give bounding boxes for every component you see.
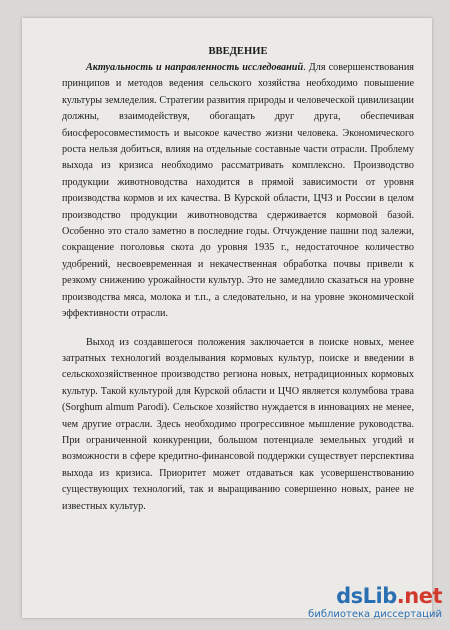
- watermark-tagline: библиотека диссертаций: [308, 609, 442, 620]
- page-title: ВВЕДЕНИЕ: [208, 46, 268, 57]
- document-body: [62, 44, 414, 515]
- paragraph-1-text: . Для совершенствования принципов и методов ведения сельского хозяйства необходимо повышение культуры земледелия. Стратегии развития природы и человеческой цивилизации должны, взаимодействуя, обогащать друг друга, обеспечивая биосферосовместимость и высокое качество жизни человека. Экономического роста нельзя добиться, влияя на отдельные составные части отрасли. Проблему выхода из кризиса необходимо рассматривать комплексно. Производство продукции животноводства находится в прямой зависимости от уровня производства кормов и их качества. В Курской области, ЦЧЗ и России в целом производство продукции животноводства сдерживается кормовой базой. Особенно это стало заметно в последние годы. Отчуждение пашни под залежи, сокращение поголовья скота до уровня 1935 г., недостаточное количество удобрений, несвоевременная и некачественная обработка почвы привели к резкому снижению урожайности культур. Это не замедлило сказаться на уровне производства мяса, молока и т.п., а следовательно, и на уровне экономической эффективности отрасли.: [62, 62, 414, 320]
- section-subheading: Актуальность и направленность исследований: [86, 62, 304, 73]
- watermark-brand: dsLib: [336, 584, 397, 608]
- paragraph-2: Выход из создавшегося положения заключается в поиске новых, менее затратных технологий возделывания кормовых культур, поиске и введении в сельскохозяйственное производство региона новых, нетрадиционных кормовых культур. Такой культурой для Курской области и ЦЧО является колумбова трава (Sorghum almum Parodi). Сельское хозяйство нуждается в инновациях не менее, чем другие отрасли. Здесь необходимо прогрессивное мышление руководства. При ограниченной конкуренции, большом потенциале земельных угодий и возможности в сфере кредитно-финансовой поддержки существует перспектива выхода из кризиса. Приоритет может отдаваться как усовершенствованию существующих технологий, так и выращиванию совершенно новых, ранее не известных культур.: [62, 336, 414, 512]
- paragraph-1: [62, 60, 414, 323]
- document-page: [22, 18, 432, 618]
- watermark-tld: .net: [396, 584, 442, 608]
- site-watermark[interactable]: [292, 584, 442, 624]
- watermark-logo: [336, 584, 442, 608]
